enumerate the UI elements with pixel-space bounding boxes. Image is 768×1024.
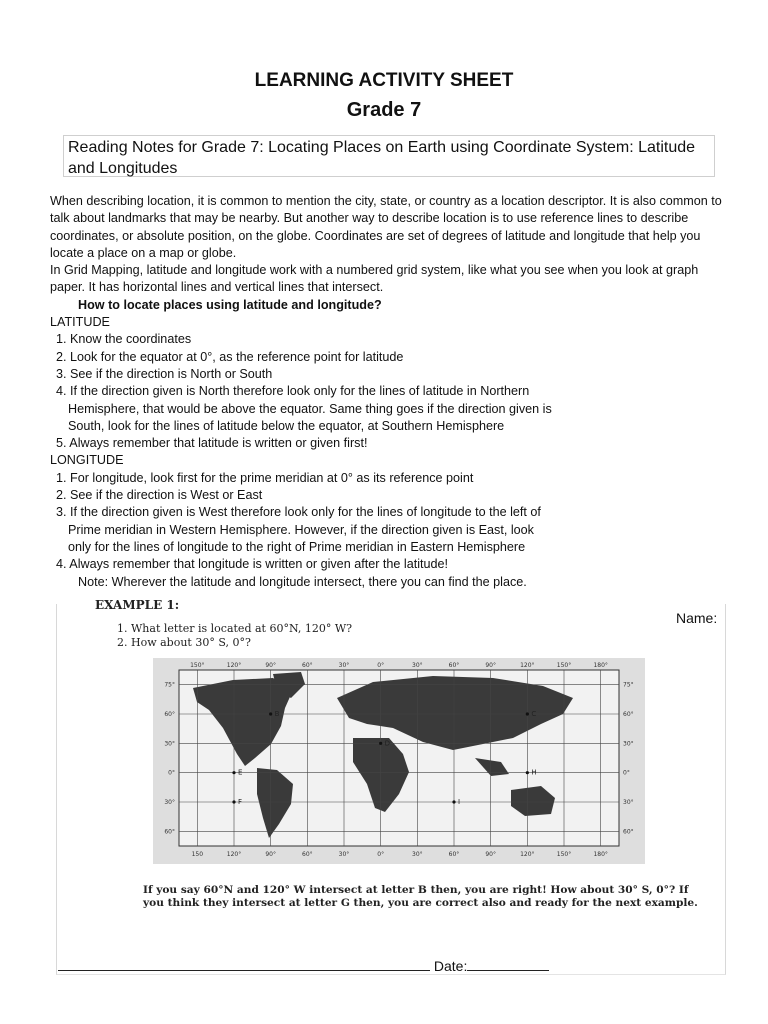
map-letter: F (238, 798, 243, 806)
reading-notes-body (50, 193, 730, 591)
bottom-tick-label: 90° (485, 851, 496, 858)
longitude-heading: LONGITUDE (50, 453, 124, 468)
top-tick-label: 30° (338, 662, 350, 669)
latitude-step: Hemisphere, that would be above the equator. Same thing goes if the direction given is (68, 401, 552, 416)
bottom-tick-label: 90° (265, 851, 276, 858)
latitude-step: 5. Always remember that latitude is written or given first! (56, 436, 368, 451)
map-letter: C (531, 710, 537, 718)
example-title: EXAMPLE 1: (95, 598, 180, 612)
left-tick-label: 0° (168, 769, 175, 777)
right-tick-label: 60° (623, 828, 634, 836)
intro-paragraph-1: When describing location, it is common to mention the city, state, or country as a location descriptor. It is also common to talk about landmarks that may be nearby. But another way to describe location is to use reference lines to describe coordinates, or absolute position, on the globe. Coordinates are set of degrees of latitude and longitude that help you locate a place on a map or globe. (50, 194, 722, 260)
letter-dot (232, 771, 235, 774)
letter-dot (232, 800, 235, 803)
latitude-step: 3. See if the direction is North or South (56, 366, 273, 381)
example-question-1: 1. What letter is located at 60°N, 120° W? (117, 622, 353, 635)
left-tick-label: 75° (164, 681, 175, 689)
longitude-step: 4. Always remember that longitude is written or given after the latitude! (56, 557, 449, 572)
top-tick-label: 120° (226, 662, 242, 669)
bottom-tick-label: 60° (302, 851, 313, 858)
right-tick-label: 30° (623, 740, 634, 748)
top-tick-label: 180° (593, 662, 608, 669)
longitude-step: 1. For longitude, look first for the prime meridian at 0° as its reference point (56, 470, 474, 485)
sheet-title: LEARNING ACTIVITY SHEET (254, 70, 514, 91)
left-tick-label: 30° (164, 799, 175, 806)
latitude-heading: LATITUDE (50, 315, 110, 330)
longitude-step: only for the lines of longitude to the right of Prime meridian in Eastern Hemisphere (68, 539, 526, 554)
sheet-grade: Grade 7 (346, 99, 422, 121)
signature-date-line (58, 958, 549, 974)
map-letter: H (531, 768, 537, 777)
example-answer-text: If you say 60°N and 120° W intersect at letter B then, you are right! How about 30° S, 0°? If you think they intersect at letter G then, you are correct also and ready for the next example. (143, 884, 698, 909)
top-tick-label: 0° (377, 662, 385, 669)
world-grid-map (153, 658, 645, 864)
how-to-heading: How to locate places using latitude and longitude? (78, 297, 382, 312)
longitude-step: 2. See if the direction is West or East (56, 488, 263, 503)
date-blank[interactable] (467, 958, 549, 971)
right-tick-label: 60° (623, 711, 634, 718)
top-tick-label: 90° (265, 662, 276, 669)
example-worksheet (56, 598, 726, 975)
latitude-step: South, look for the lines of latitude below the equator, at Southern Hemisphere (68, 418, 505, 433)
bottom-tick-label: 120° (226, 851, 242, 858)
name-label: Name: (676, 610, 718, 626)
left-tick-label: 60° (164, 711, 175, 718)
letter-dot (452, 800, 455, 803)
name-blank[interactable] (58, 958, 430, 971)
letter-dot (526, 712, 529, 715)
latitude-step: 1. Know the coordinates (56, 332, 192, 347)
intro-paragraph-2: In Grid Mapping, latitude and longitude work with a numbered grid system, like what you see when you look at graph paper. It has horizontal lines and vertical lines that intersect. (50, 263, 699, 295)
bottom-tick-label: 30° (338, 851, 350, 858)
map-letter: I (458, 798, 461, 806)
latitude-step: 2. Look for the equator at 0°, as the reference point for latitude (56, 349, 404, 364)
letter-dot (379, 742, 382, 745)
letter-dot (269, 712, 272, 715)
longitude-step: Prime meridian in Western Hemisphere. However, if the direction given is East, look (68, 522, 534, 537)
top-tick-label: 60° (448, 662, 460, 669)
reading-notes-title: Reading Notes for Grade 7: Locating Places on Earth using Coordinate System: Latitude and Longitudes (63, 135, 715, 177)
top-tick-label: 30° (412, 662, 423, 669)
right-tick-label: 30° (623, 799, 634, 806)
note-text: Note: Wherever the latitude and longitude intersect, there you can find the place. (78, 574, 527, 589)
bottom-tick-label: 120° (520, 851, 535, 858)
bottom-tick-label: 0° (377, 851, 385, 858)
left-tick-label: 30° (164, 740, 175, 748)
bottom-tick-label: 180° (593, 851, 608, 858)
right-tick-label: 75° (623, 681, 634, 689)
top-tick-label: 60° (302, 662, 313, 669)
top-tick-label: 120° (520, 662, 535, 669)
bottom-tick-label: 30° (412, 851, 423, 858)
map-letter: D (384, 739, 391, 748)
top-tick-label: 150° (556, 662, 572, 669)
right-tick-label: 0° (623, 769, 630, 777)
top-tick-label: 150° (190, 662, 205, 669)
latitude-step: 4. If the direction given is North therefore look only for the lines of latitude in Northern (56, 384, 530, 399)
letter-dot (526, 771, 529, 774)
map-letter: E (238, 768, 243, 777)
date-label: Date: (433, 958, 468, 974)
top-tick-label: 90° (485, 662, 496, 669)
bottom-tick-label: 150 (191, 851, 204, 858)
map-letter: B (274, 710, 280, 718)
longitude-step: 3. If the direction given is West therefore look only for the lines of longitude to the left of (56, 505, 541, 520)
bottom-tick-label: 150° (556, 851, 572, 858)
bottom-tick-label: 60° (448, 851, 460, 858)
example-question-2: 2. How about 30° S, 0°? (117, 636, 251, 649)
left-tick-label: 60° (164, 828, 175, 836)
